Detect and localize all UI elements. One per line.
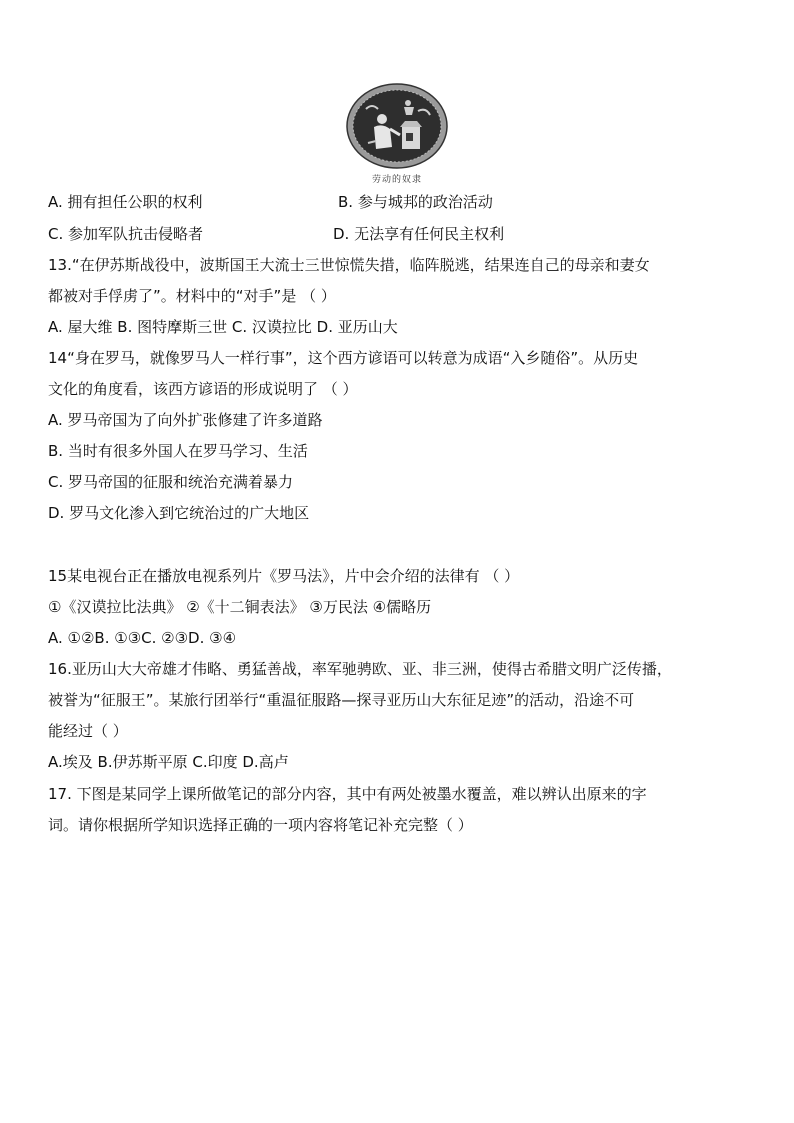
- q17-stem-line-2: 词。请你根据所学知识选择正确的一项内容将笔记补充完整（ ）: [48, 816, 473, 834]
- figure-caption: 劳动的奴隶: [371, 175, 422, 185]
- q13-options: A. 屋大维 B. 图特摩斯三世 C. 汉谟拉比 D. 亚历山大: [48, 318, 398, 336]
- q12-options-row-2: [48, 224, 504, 244]
- slave-labor-figure: [345, 83, 449, 185]
- q17-stem-line-1: 17. 下图是某同学上课所做笔记的部分内容，其中有两处被墨水覆盖，难以辨认出原来的字: [48, 785, 647, 803]
- q14-stem-line-1: 14“身在罗马，就像罗马人一样行事”，这个西方谚语可以转意为成语“入乡随俗”。从历史: [48, 349, 639, 367]
- slave-labor-plate-illustration: [346, 83, 448, 169]
- q12-option-c: C. 参加军队抗击侵略者: [48, 225, 204, 243]
- q16-options: A.埃及 B.伊苏斯平原 C.印度 D.高卢: [48, 753, 289, 771]
- q16-stem-line-1: 16.亚历山大大帝雄才伟略、勇猛善战，率军驰骋欧、亚、非三洲，使得古希腊文明广泛传播，: [48, 660, 672, 678]
- q16-stem-line-2: 被誉为“征服王”。某旅行团举行“重温征服路—探寻亚历山大东征足迹”的活动，沿途不可: [48, 691, 635, 709]
- q13-stem-line-2: 都被对手俘虏了”。材料中的“对手”是 （ ）: [48, 287, 336, 305]
- q14-option-c: C. 罗马帝国的征服和统治充满着暴力: [48, 473, 294, 491]
- q12-options-row-1: [48, 192, 493, 212]
- q16-stem-line-3: 能经过（ ）: [48, 722, 128, 740]
- q12-option-b: B. 参与城邦的政治活动: [338, 193, 493, 211]
- q14-stem-line-2: 文化的角度看，该西方谚语的形成说明了 （ ）: [48, 380, 358, 398]
- q15-options: A. ①②B. ①③C. ②③D. ③④: [48, 629, 237, 647]
- q13-stem-line-1: 13.“在伊苏斯战役中，波斯国王大流士三世惊慌失措，临阵脱逃，结果连自己的母亲和妻女: [48, 256, 650, 274]
- q15-stem-line-2: ①《汉谟拉比法典》 ②《十二铜表法》 ③万民法 ④儒略历: [48, 598, 432, 616]
- q15-stem-line-1: 15某电视台正在播放电视系列片《罗马法》，片中会介绍的法律有 （ ）: [48, 567, 520, 585]
- q14-option-d: D. 罗马文化渗入到它统治过的广大地区: [48, 504, 310, 522]
- q14-option-a: A. 罗马帝国为了向外扩张修建了许多道路: [48, 411, 323, 429]
- q14-option-b: B. 当时有很多外国人在罗马学习、生活: [48, 442, 308, 460]
- q12-option-d: D. 无法享有任何民主权利: [333, 225, 505, 243]
- q12-option-a: A. 拥有担任公职的权利: [48, 193, 203, 211]
